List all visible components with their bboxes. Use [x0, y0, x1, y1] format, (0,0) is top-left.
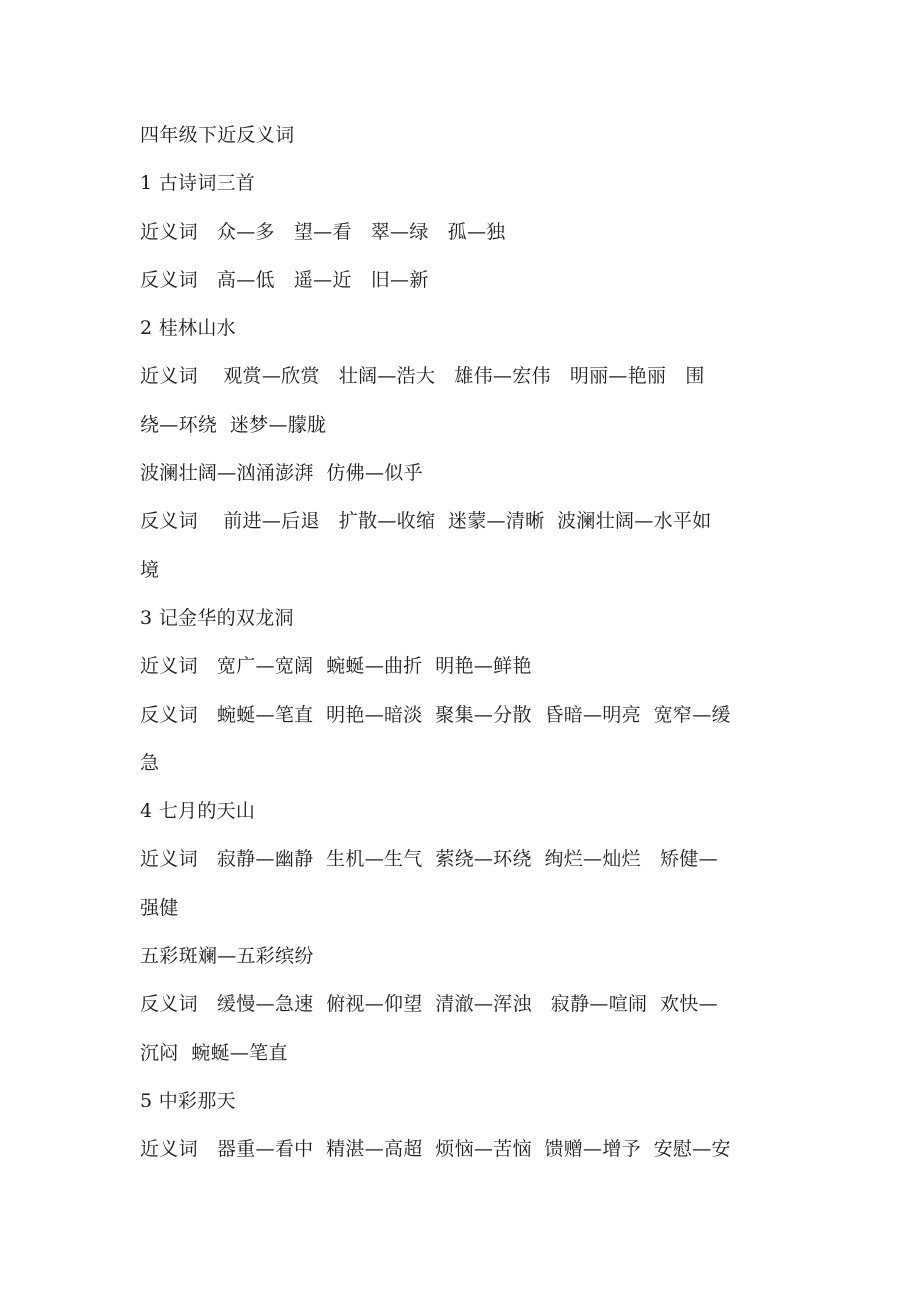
antonyms-line: 反义词 前进—后退 扩散—收缩 迷蒙—清晰 波澜壮阔—水平如 [140, 510, 712, 533]
lesson-heading-4: 4 七月的天山 [140, 800, 256, 823]
synonyms-line-continued: 波澜壮阔—汹涌澎湃 仿佛—似乎 [140, 462, 423, 485]
lesson-heading-5: 5 中彩那天 [140, 1089, 236, 1112]
synonyms-line: 近义词 宽广—宽阔 蜿蜒—曲折 明艳—鲜艳 [140, 655, 532, 678]
antonyms-line-continued: 境 [140, 558, 160, 581]
synonyms-line: 近义词 寂静—幽静 生机—生气 萦绕—环绕 绚烂—灿烂 矫健— [140, 848, 718, 871]
document-title: 四年级下近反义词 [140, 124, 295, 146]
synonyms-line-continued: 绕—环绕 迷梦—朦胧 [140, 413, 327, 436]
lesson-heading-3: 3 记金华的双龙洞 [140, 606, 294, 629]
synonyms-line: 近义词 器重—看中 精湛—高超 烦恼—苦恼 馈赠—增予 安慰—安 [140, 1138, 731, 1161]
synonyms-line-continued: 强健 [140, 896, 179, 919]
antonyms-line: 反义词 蜿蜒—笔直 明艳—暗淡 聚集—分散 昏暗—明亮 宽窄—缓 [140, 703, 731, 726]
synonyms-line-continued: 五彩斑斓—五彩缤纷 [140, 945, 314, 968]
antonyms-line-continued: 沉闷 蜿蜒—笔直 [140, 1041, 288, 1064]
document-page [140, 111, 790, 1174]
antonyms-line: 反义词 高—低 遥—近 旧—新 [140, 268, 429, 291]
synonyms-line: 近义词 观赏—欣赏 壮阔—浩大 雄伟—宏伟 明丽—艳丽 围 [140, 365, 705, 388]
antonyms-line-continued: 急 [140, 751, 160, 774]
antonyms-line: 反义词 缓慢—急速 俯视—仰望 清澈—浑浊 寂静—喧闹 欢快— [140, 993, 718, 1016]
lesson-heading-2: 2 桂林山水 [140, 317, 236, 340]
lesson-heading-1: 1 古诗词三首 [140, 172, 256, 195]
synonyms-line: 近义词 众—多 望—看 翠—绿 孤—独 [140, 220, 506, 243]
